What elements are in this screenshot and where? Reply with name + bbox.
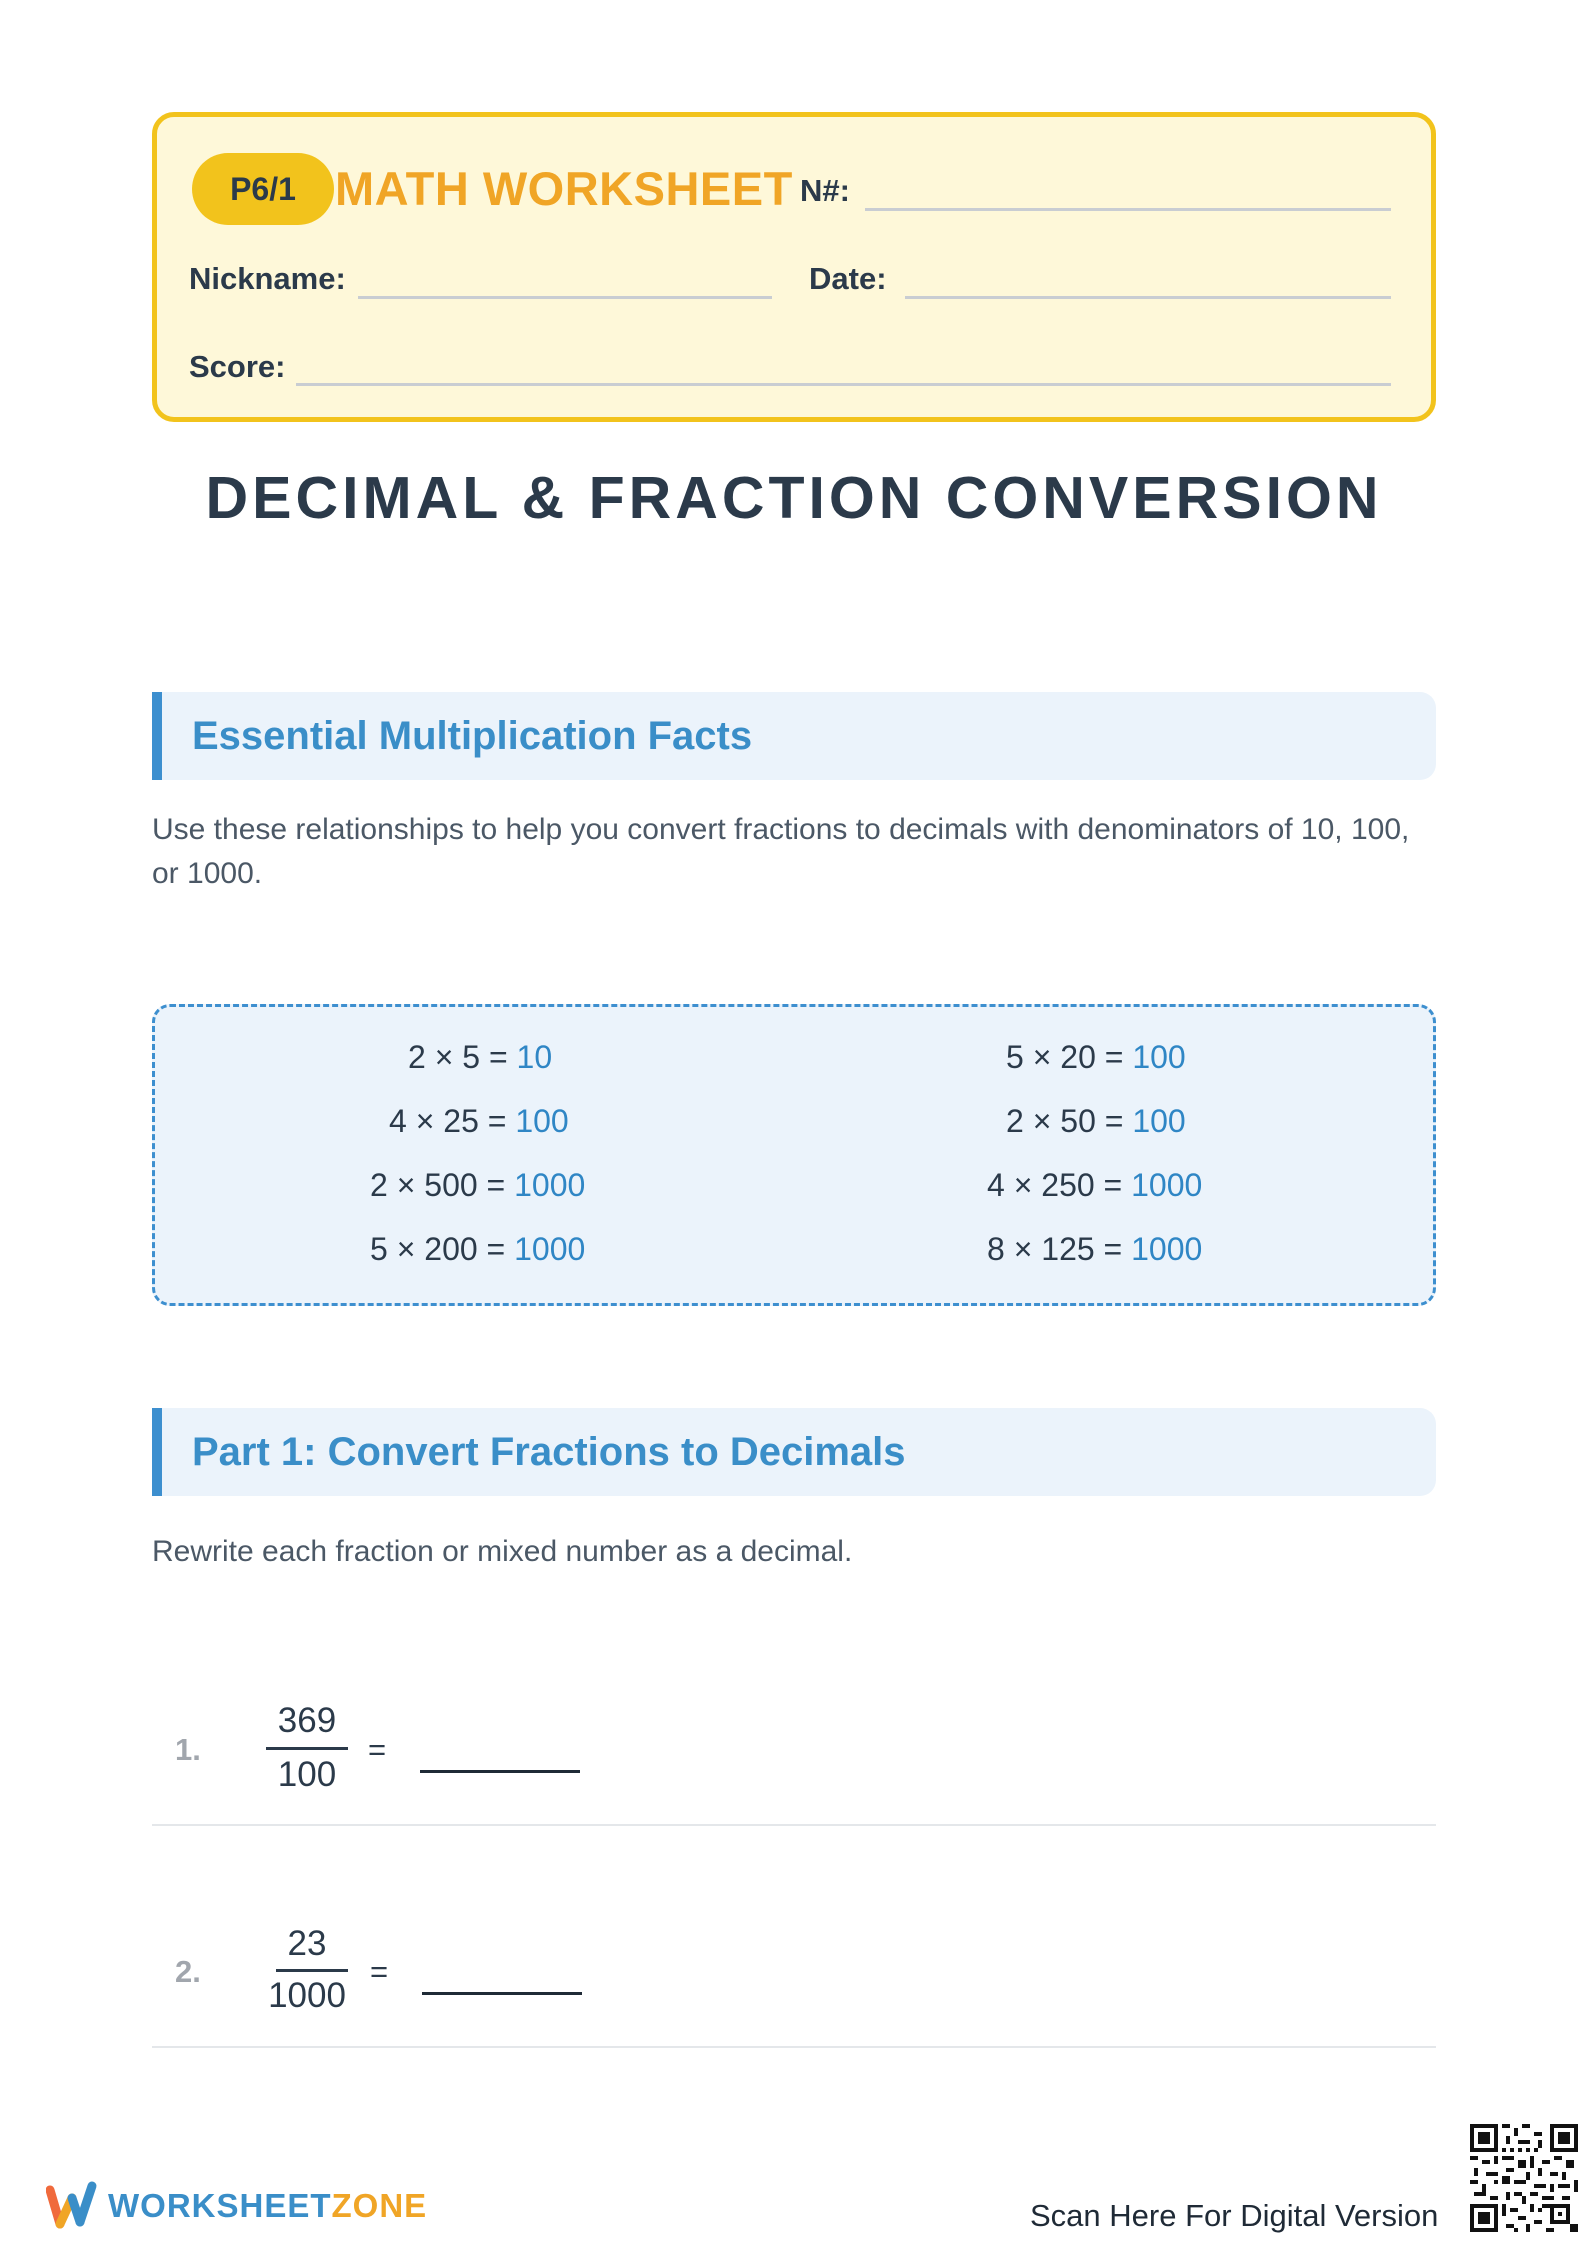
date-label: Date: <box>809 261 887 296</box>
nickname-field[interactable] <box>358 296 772 299</box>
problem-divider <box>152 2046 1436 2048</box>
fact-item: 2 × 5 = 10 <box>408 1039 553 1075</box>
section-title: Part 1: Convert Fractions to Decimals <box>192 1430 906 1474</box>
fraction-bar <box>266 1747 348 1750</box>
answer-blank[interactable] <box>420 1770 580 1773</box>
fact-item: 4 × 25 = 100 <box>389 1103 569 1139</box>
level-badge: P6/1 <box>192 153 334 225</box>
nickname-label: Nickname: <box>189 261 346 296</box>
fact-item: 2 × 50 = 100 <box>1006 1103 1186 1139</box>
section-title: Essential Multiplication Facts <box>192 714 753 758</box>
worksheet-title: MATH WORKSHEET <box>335 162 793 215</box>
qr-code-icon[interactable] <box>1470 2124 1578 2232</box>
fraction-denominator: 100 <box>277 1755 337 1794</box>
multiplication-facts-box <box>152 1004 1436 1306</box>
page-title: DECIMAL & FRACTION CONVERSION <box>205 465 1383 531</box>
equals-sign: = <box>368 1732 387 1767</box>
fact-item: 8 × 125 = 1000 <box>987 1231 1203 1267</box>
score-label: Score: <box>189 349 286 384</box>
fact-item: 5 × 20 = 100 <box>1006 1039 1186 1075</box>
fraction-denominator: 1000 <box>268 1976 346 2015</box>
fact-item: 4 × 250 = 1000 <box>987 1167 1203 1203</box>
facts-description: Use these relationships to help you convert fractions to decimals with denominators of 10, 100, or 1000. <box>152 813 1410 890</box>
part1-instructions: Rewrite each fraction or mixed number as a decimal. <box>152 1535 853 1568</box>
number-label: N#: <box>800 173 850 208</box>
section-header-part1 <box>152 1408 1436 1496</box>
problem-number: 1. <box>175 1732 201 1767</box>
number-field[interactable] <box>865 208 1391 211</box>
problem-divider <box>152 1824 1436 1826</box>
worksheetzone-logo-icon <box>46 2176 98 2232</box>
score-field[interactable] <box>296 383 1391 386</box>
answer-blank[interactable] <box>422 1992 582 1995</box>
problem-number: 2. <box>175 1954 201 1989</box>
worksheet-header <box>152 112 1436 422</box>
scan-instruction: Scan Here For Digital Version <box>1030 2198 1439 2233</box>
fraction-bar <box>276 1969 348 1972</box>
section-header-facts <box>152 692 1436 780</box>
fact-item: 2 × 500 = 1000 <box>370 1167 586 1203</box>
fraction-numerator: 369 <box>277 1701 337 1740</box>
date-field[interactable] <box>905 296 1391 299</box>
brand-logo-text: WORKSHEETZONE <box>108 2187 428 2224</box>
equals-sign: = <box>370 1954 389 1989</box>
fraction-numerator: 23 <box>287 1924 327 1963</box>
fact-item: 5 × 200 = 1000 <box>370 1231 586 1267</box>
